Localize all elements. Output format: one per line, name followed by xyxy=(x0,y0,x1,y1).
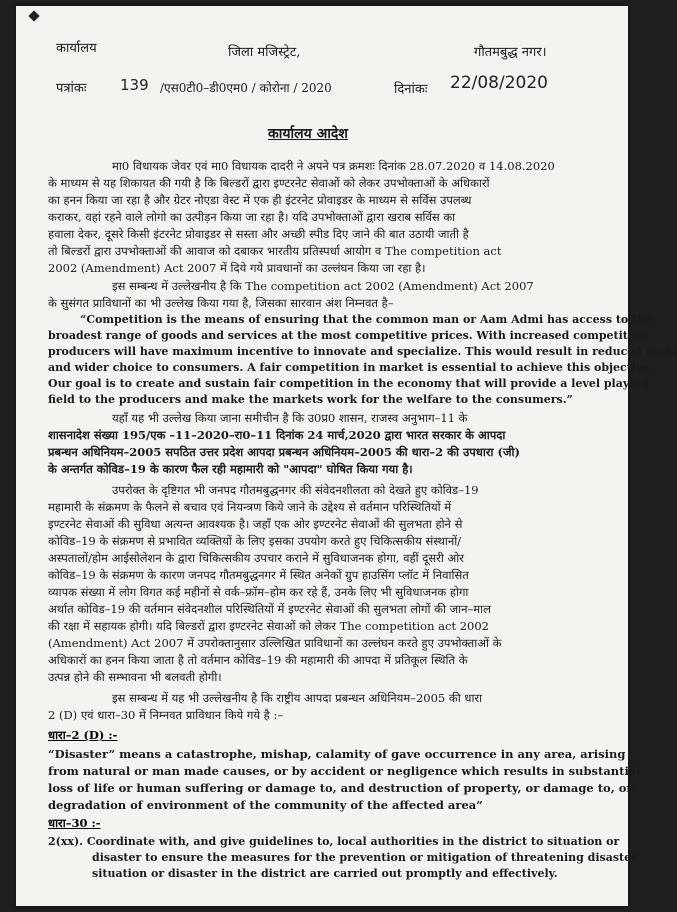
p5-line-1: इस सम्बन्ध में यह भी उल्लेखनीय है कि राष्ट्रीय आपदा प्रबन्धन अधिनियम–2005 की धारा xyxy=(112,691,483,705)
section-30-heading: धारा–30 :- xyxy=(48,816,101,830)
paragraph-5 xyxy=(48,690,614,724)
letter-label: पत्रांकः xyxy=(56,81,87,96)
p4-line-2: महामारी के संक्रमण के फैलने से बचाव एवं नियन्त्रण किये जाने के उद्देश्य से वर्तमान परिस्थितियों में xyxy=(48,500,452,514)
section-2d-heading: धारा–2 (D) :- xyxy=(48,728,118,742)
quote-line-6: field to the producers and make the markets work for the welfare to the consumers.” xyxy=(48,393,573,406)
p3-line-4: के अन्तर्गत कोविड–19 के कारण फैल रही महामारी को "आपदा" घोषित किया गया है। xyxy=(48,462,413,476)
p4-line-4: कोविड–19 के संक्रमण से प्रभावित व्यक्तियों के लिए इसका उपयोग करते हुए चिकित्सकीय संस्थानों/ xyxy=(48,534,462,548)
p1-line-1: मा0 विधायक जेवर एवं मा0 विधायक दादरी ने अपने पत्र क्रमशः दिनांक 28.07.2020 व 14.08.2020 xyxy=(112,159,555,173)
sec2-line-2: disaster to ensure the measures for the prevention or mitigation of threatening disaster xyxy=(92,851,637,864)
date-label: दिनांकः xyxy=(394,82,428,97)
p1-line-2: के माध्यम से यह शिकायत की गयी है कि बिल्डरों द्वारा इण्टरनेट सेवाओं को लेकर उपभोक्ताओं के अधिकारों xyxy=(48,176,490,190)
sec1-line-2: from natural or man made causes, or by accident or negligence which results in substantial xyxy=(48,764,641,778)
pin-mark xyxy=(28,10,39,21)
p4-line-6: कोविड–19 के संक्रमण के कारण जनपद गौतमबुद्धनगर में स्थित अनेकों ग्रुप हाउसिंग प्लॉट में निवासित xyxy=(48,568,469,582)
header-city: गौतमबुद्ध नगर। xyxy=(474,45,547,60)
paragraph-2 xyxy=(48,278,614,312)
p4-line-10: (Amendment) Act 2007 में उपरोक्तानुसार उल्लिखित प्राविधानों का उल्लंघन करते हुए उपभोक्ताओं के xyxy=(48,636,502,650)
p2-line-1: इस सम्बन्ध में उल्लेखनीय है कि The competition act 2002 (Amendment) Act 2007 xyxy=(112,279,534,293)
p1-line-6: तो बिल्डरों द्वारा उपभोक्ताओं की आवाज को दबाकर भारतीय प्रतिस्पर्धा आयोग व The competition act xyxy=(48,244,502,258)
p4-line-5: अस्पतालों/होम आईसोलेशन के द्वारा चिकित्सकीय उपचार कराने में सुविधाजनक होगा, वहीं दूसरी ओर xyxy=(48,551,464,565)
quote-line-2: broadest range of goods and services at the most competitive prices. With increased competition xyxy=(48,329,648,342)
p4-line-11: अधिकारों का हनन किया जाता है तो वर्तमान कोविड–19 की महामारी की आपदा में प्रतिकूल स्थिति के xyxy=(48,653,468,667)
date-value: 22/08/2020 xyxy=(450,73,548,93)
p1-line-3: का हनन किया जा रहा है और ग्रेटर नोएडा वेस्ट में एक ही इंटरनेट प्रोवाइडर के माध्यम से सर्विस उपलब्ध xyxy=(48,193,472,207)
p2-line-2: के सुसंगत प्राविधानों का भी उल्लेख किया गया है, जिसका सारवान अंश निम्नवत है– xyxy=(48,296,394,310)
p3-line-2: शासनादेश संख्या 195/एक –11–2020–रा0–11 दिनांक 24 मार्च,2020 द्वारा भारत सरकार के आपदा xyxy=(48,428,506,442)
paragraph-3 xyxy=(48,410,614,478)
p5-line-2: 2 (D) एवं धारा–30 में निम्नवत प्राविधान किये गये है :– xyxy=(48,708,284,722)
p3-line-1: यहाँ यह भी उल्लेख किया जाना समीचीन है कि उ0प्र0 शासन, राजस्व अनुभाग–11 के xyxy=(112,411,468,425)
p1-line-7: 2002 (Amendment) Act 2007 में दिये गये प्रावधानों का उल्लंघन किया जा रहा है। xyxy=(48,261,426,275)
p4-line-7: व्यापक संख्या में लोग विगत कई महीनों से वर्क–फ्रॉम–होम कर रहे हैं, उनके लिए भी सुविधाजनक होगा xyxy=(48,585,469,599)
quote-line-4: and wider choice to consumers. A fair competition in market is essential to achieve this objective. xyxy=(48,361,654,374)
competition-quote xyxy=(48,312,677,408)
p4-line-8: अर्थात कोविड–19 की वर्तमान संवेदनशील परिस्थितियों में इण्टरनेट सेवाओं की सुलभता लोगों की जान–माल xyxy=(48,602,491,616)
quote-line-1: “Competition is the means of ensuring that the common man or Aam Admi has access to the xyxy=(80,313,653,326)
section-2d-text xyxy=(48,746,641,814)
p1-line-4: कराकर, वहां रहने वाले लोगो का उत्पीड़न किया जा रहा है। यदि उपभोक्ताओं द्वारा खराब सर्विस का xyxy=(48,210,456,224)
header-office: कार्यालय xyxy=(56,41,97,56)
p4-line-1: उपरोक्त के दृष्टिगत भी जनपद गौतमबुद्धनगर की संवेदनशीलता को देखते हुए कोविड–19 xyxy=(112,483,479,497)
sec1-line-4: degradation of environment of the community of the affected area” xyxy=(48,798,483,812)
sec2-line-3: situation or disaster in the district are carried out promptly and effectively. xyxy=(92,867,558,880)
quote-line-5: Our goal is to create and sustain fair competition in the economy that will provide a level playing xyxy=(48,377,650,390)
p1-line-5: हवाला देकर, दूसरे किसी इंटरनेट प्रोवाइडर से सस्ता और अच्छी स्पीड दिए जाने की बात उठायी जाती है xyxy=(48,227,469,241)
p4-line-9: की रक्षा में सहायक होगी। यदि बिल्डरों द्वारा इण्टरनेट सेवाओं को लेकर The competition act 2002 xyxy=(48,619,489,633)
letter-reference: /एस0टी0–डी0एम0 / कोरोना / 2020 xyxy=(160,81,332,95)
section-30-text xyxy=(48,834,637,882)
sec1-line-1: “Disaster” means a catastrophe, mishap, calamity of gave occurrence in any area, arising xyxy=(48,747,626,761)
paragraph-1 xyxy=(48,158,614,277)
quote-line-3: producers will have maximum incentive to innovate and specialize. This would result in reduced costs xyxy=(48,345,677,358)
document-title: कार्यालय आदेश xyxy=(268,126,348,142)
header-district-magistrate: जिला मजिस्ट्रेट, xyxy=(228,45,301,60)
sec1-line-3: loss of life or human suffering or damage to, and destruction of property, or damage to, or xyxy=(48,781,633,795)
p4-line-3: इण्टरनेट सेवाओं की सुविधा अत्यन्त आवश्यक है। जहाँ एक ओर इण्टरनेट सेवाओं की सुलभता होने से xyxy=(48,517,463,531)
letter-number: 139 xyxy=(120,76,149,94)
p4-line-12: उत्पन्न होने की सम्भावना भी बलवती होगी। xyxy=(48,670,222,684)
p3-line-3: प्रबन्धन अधिनियम–2005 सपठित उत्तर प्रदेश आपदा प्रबन्धन अधिनियम–2005 की धारा–2 की उपधारा (जी) xyxy=(48,445,520,459)
paragraph-4 xyxy=(48,482,614,686)
sec2-line-1: 2(xx). Coordinate with, and give guidelines to, local authorities in the district to situation or xyxy=(48,835,620,848)
document-page xyxy=(16,6,677,906)
